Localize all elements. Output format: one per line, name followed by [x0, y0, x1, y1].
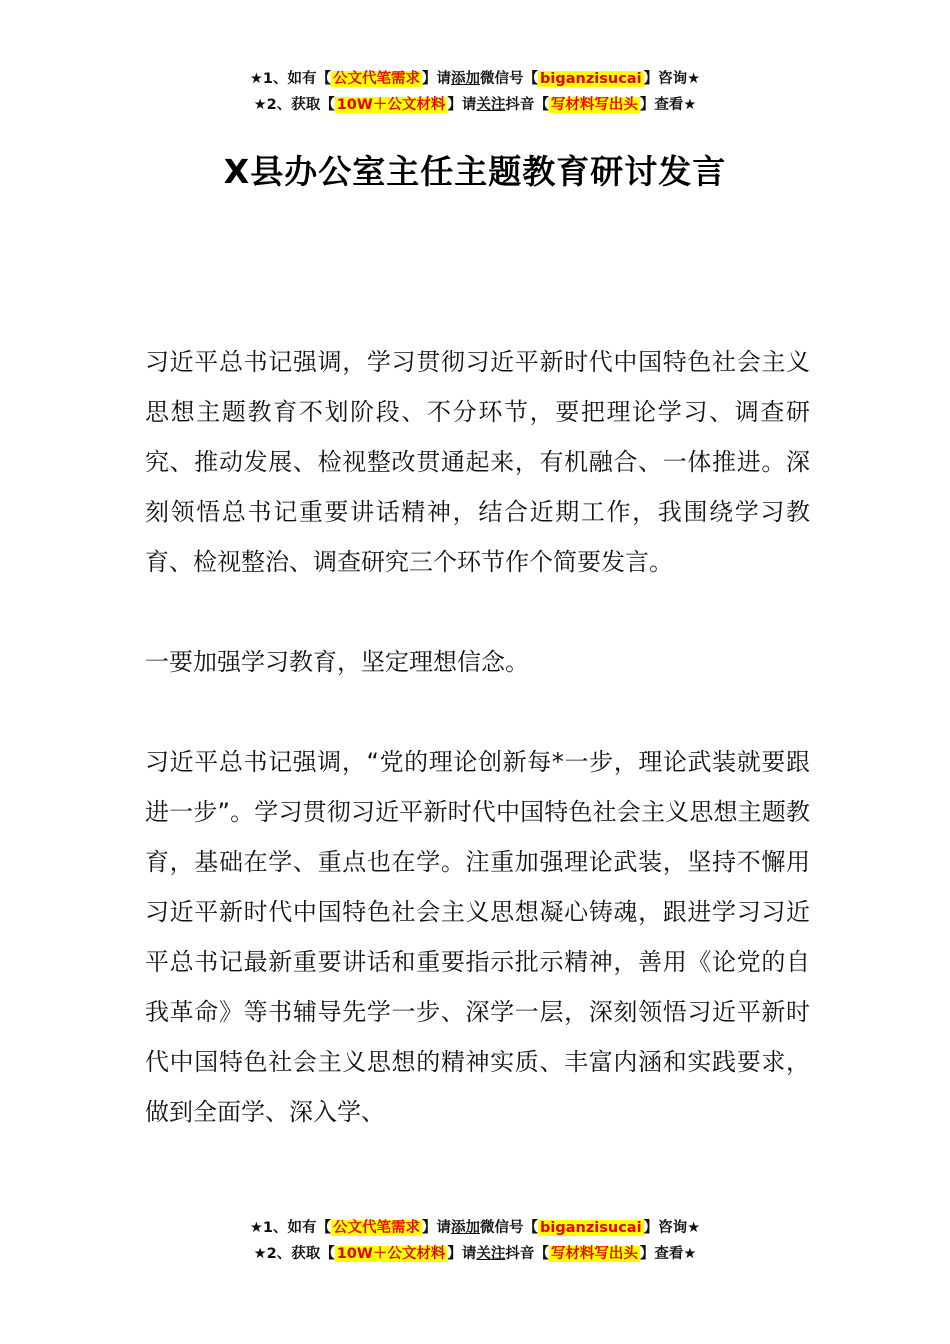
banner-highlight: 写材料写出头 — [550, 97, 638, 113]
paragraph-gap — [145, 587, 810, 637]
banner-underline: 关注 — [476, 1246, 506, 1262]
banner-text: 】请 — [422, 71, 452, 87]
banner-highlight: 10W＋公文材料 — [336, 1246, 446, 1262]
section-heading: 一要加强学习教育，坚定理想信念。 — [145, 648, 529, 676]
banner-text: 抖音【 — [505, 1246, 549, 1262]
banner-text: ★1、如有【 — [249, 1220, 332, 1236]
banner-text: 抖音【 — [505, 97, 549, 113]
banner-text: 】咨询★ — [643, 71, 701, 87]
banner-text: ★2、获取【 — [253, 1246, 335, 1262]
banner-text: 】请 — [422, 1220, 452, 1236]
banner-line-1 — [0, 66, 950, 92]
banner-underline: 添加 — [451, 71, 481, 87]
document-body — [145, 337, 810, 1137]
banner-text: 】请 — [447, 97, 477, 113]
paragraph-gap — [145, 687, 810, 737]
paragraph-intro: 习近平总书记强调，学习贯彻习近平新时代中国特色社会主义思想主题教育不划阶段、不分环节，要把理论学习、调查研究、推动发展、检视整改贯通起来，有机融合、一体推进。深刻领悟总书记重要讲话精神，结合近期工作，我围绕学习教育、检视整治、调查研究三个环节作个简要发言。 — [145, 348, 810, 576]
banner-text: 】咨询★ — [643, 1220, 701, 1236]
banner-underline: 关注 — [476, 97, 506, 113]
banner-highlight: 公文代笔需求 — [333, 71, 421, 87]
banner-highlight: biganzisucai — [540, 71, 642, 87]
banner-text: 微信号【 — [480, 1220, 539, 1236]
banner-highlight: 10W＋公文材料 — [336, 97, 446, 113]
banner-text: ★1、如有【 — [249, 71, 332, 87]
document-title: X县办公室主任主题教育研讨发言 — [223, 152, 727, 191]
banner-text: 】请 — [447, 1246, 477, 1262]
banner-line-2 — [0, 1241, 950, 1267]
banner-text: ★2、获取【 — [253, 97, 335, 113]
banner-line-1 — [0, 1215, 950, 1241]
paragraph-body: 习近平总书记强调，“党的理论创新每*一步，理论武装就要跟进一步”。学习贯彻习近平新时代中国特色社会主义思想主题教育，基础在学、重点也在学。注重加强理论武装，坚持不懈用习近平新时代中国特色社会主义思想凝心铸魂，跟进学习习近平总书记最新重要讲话和重要指示批示精神，善用《论党的自我革命》等书辅导先学一步、深学一层，深刻领悟习近平新时代中国特色社会主义思想的精神实质、丰富内涵和实践要求，做到全面学、深入学、 — [145, 748, 810, 1126]
banner-underline: 添加 — [451, 1220, 481, 1236]
banner-text: 微信号【 — [480, 71, 539, 87]
banner-text: 】查看★ — [639, 1246, 697, 1262]
banner-text: 】查看★ — [639, 97, 697, 113]
banner-line-2 — [0, 92, 950, 118]
banner-highlight: 公文代笔需求 — [333, 1220, 421, 1236]
banner-highlight: biganzisucai — [540, 1220, 642, 1236]
banner-highlight: 写材料写出头 — [550, 1246, 638, 1262]
footer-banner — [0, 1215, 950, 1267]
header-banner — [0, 66, 950, 118]
